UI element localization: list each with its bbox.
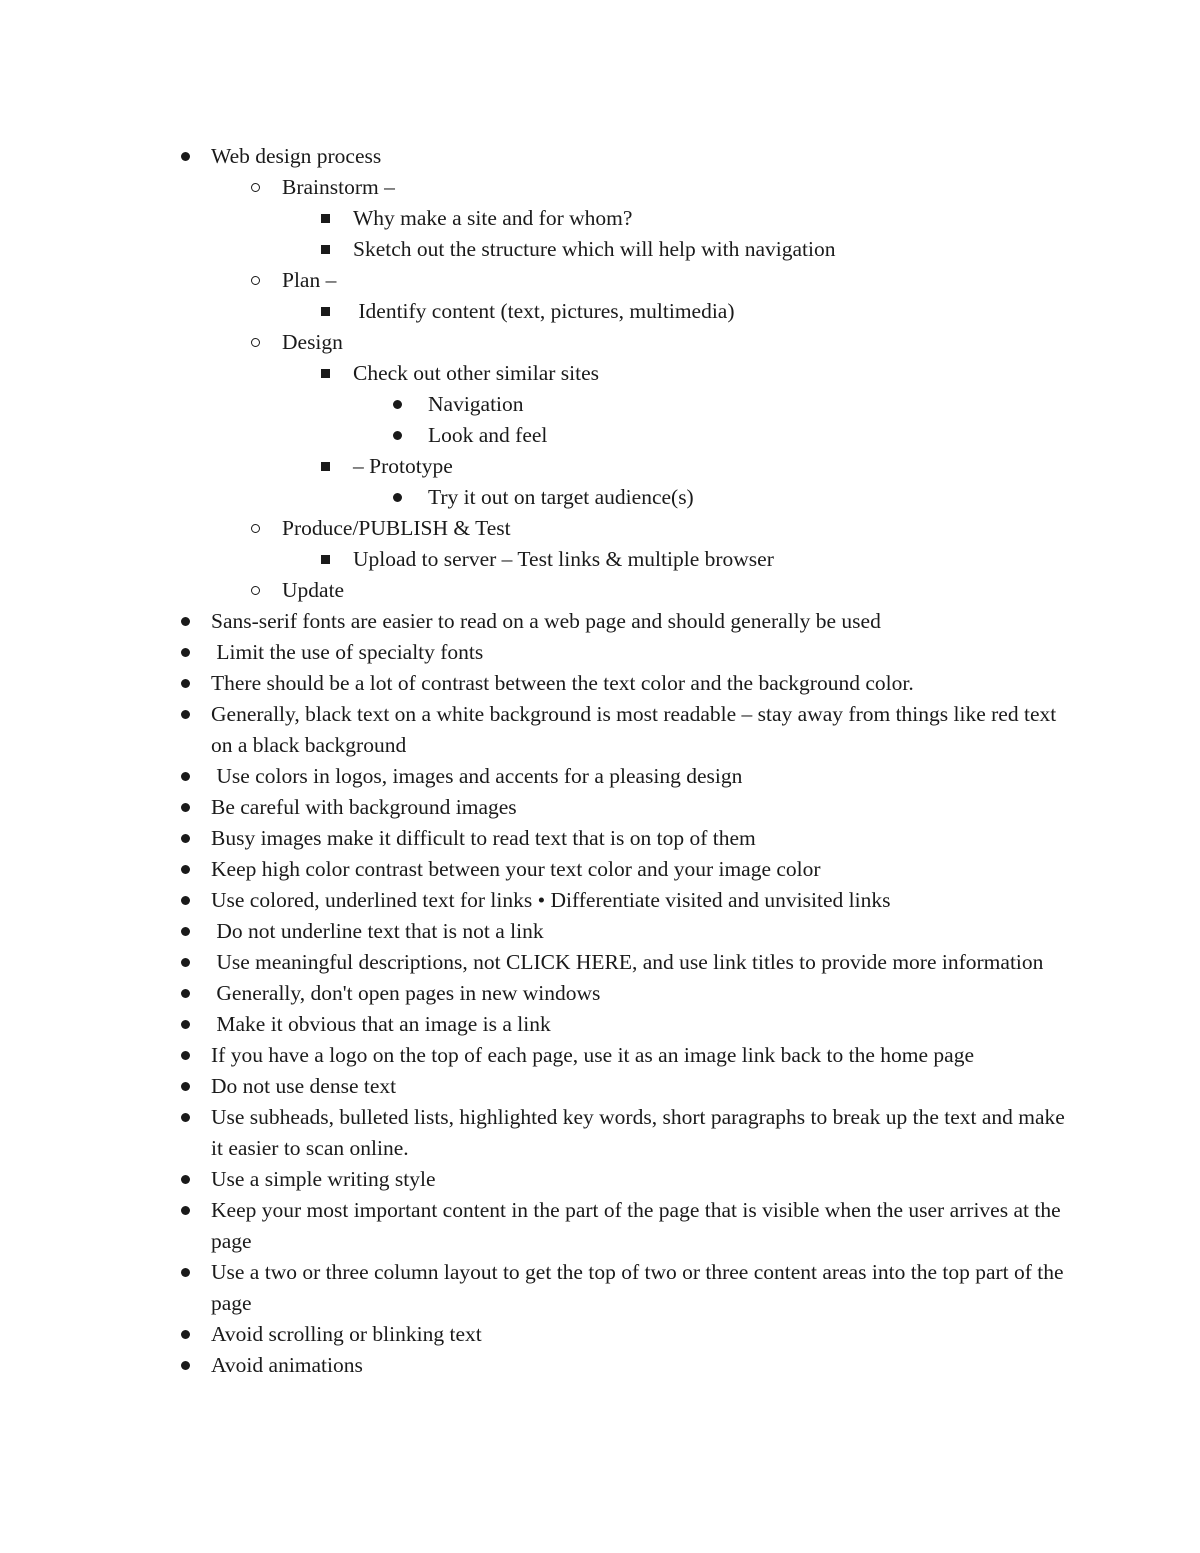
- list-item: [0, 637, 1200, 668]
- list-item-text: Avoid animations: [211, 1353, 363, 1377]
- list-item: [0, 761, 1200, 792]
- disc-bullet-icon: [387, 389, 407, 420]
- list-item-text: Try it out on target audience(s): [428, 485, 694, 509]
- square-bullet-icon: [315, 234, 335, 265]
- disc-bullet-icon: [175, 792, 195, 823]
- list-item-text: Keep your most important content in the part of the page that is visible when the user arrives at the page: [211, 1198, 1066, 1253]
- circle-bullet-icon: [245, 327, 265, 358]
- disc-bullet-icon: [175, 668, 195, 699]
- list-item-text: Identify content (text, pictures, multimedia): [353, 299, 735, 323]
- disc-bullet-icon: [175, 1195, 195, 1226]
- list-item-text: Generally, black text on a white background is most readable – stay away from things like red text on a black background: [211, 702, 1062, 757]
- list-item-text: Do not underline text that is not a link: [211, 919, 544, 943]
- list-item: [0, 916, 1200, 947]
- list-item: [0, 358, 1200, 389]
- document-body: [0, 141, 1200, 1381]
- list-item-text: Use subheads, bulleted lists, highlighted key words, short paragraphs to break up the text and make it easier to scan online.: [211, 1105, 1071, 1160]
- list-item: [0, 823, 1200, 854]
- list-item: [0, 327, 1200, 358]
- disc-bullet-icon: [175, 606, 195, 637]
- list-item-text: Use a two or three column layout to get the top of two or three content areas into the top part of the page: [211, 1260, 1069, 1315]
- disc-bullet-icon: [175, 1071, 195, 1102]
- list-item: [0, 482, 1200, 513]
- list-item: [0, 606, 1200, 637]
- square-bullet-icon: [315, 203, 335, 234]
- list-item: [0, 1040, 1200, 1071]
- list-item-text: Be careful with background images: [211, 795, 517, 819]
- list-item: [0, 420, 1200, 451]
- list-item: [0, 265, 1200, 296]
- disc-bullet-icon: [175, 761, 195, 792]
- list-item-text: Look and feel: [428, 423, 548, 447]
- list-item-text: Sketch out the structure which will help with navigation: [353, 237, 836, 261]
- list-item-text: Sans-serif fonts are easier to read on a web page and should generally be used: [211, 609, 881, 633]
- disc-bullet-icon: [175, 141, 195, 172]
- disc-bullet-icon: [175, 1319, 195, 1350]
- list-item-text: Plan –: [282, 268, 337, 292]
- list-item-text: Brainstorm –: [282, 175, 395, 199]
- disc-bullet-icon: [175, 1350, 195, 1381]
- list-item: [0, 699, 1200, 761]
- disc-bullet-icon: [175, 637, 195, 668]
- circle-bullet-icon: [245, 513, 265, 544]
- list-item-text: Limit the use of specialty fonts: [211, 640, 484, 664]
- list-item-text: Use colors in logos, images and accents for a pleasing design: [211, 764, 743, 788]
- list-item: [0, 947, 1200, 978]
- list-item: [0, 1071, 1200, 1102]
- circle-bullet-icon: [245, 575, 265, 606]
- list-item-text: Why make a site and for whom?: [353, 206, 633, 230]
- list-item: [0, 203, 1200, 234]
- list-item-text: Produce/PUBLISH & Test: [282, 516, 511, 540]
- list-item: [0, 668, 1200, 699]
- list-item-text: Generally, don't open pages in new windows: [211, 981, 601, 1005]
- list-item-text: Navigation: [428, 392, 524, 416]
- disc-bullet-icon: [175, 1009, 195, 1040]
- list-item-text: Design: [282, 330, 343, 354]
- list-item: [0, 1257, 1200, 1319]
- disc-bullet-icon: [175, 978, 195, 1009]
- list-item: [0, 1319, 1200, 1350]
- list-item: [0, 792, 1200, 823]
- list-item: [0, 141, 1200, 172]
- list-item: [0, 575, 1200, 606]
- list-item: [0, 1102, 1200, 1164]
- list-item-text: Do not use dense text: [211, 1074, 397, 1098]
- list-item-text: Use a simple writing style: [211, 1167, 436, 1191]
- circle-bullet-icon: [245, 265, 265, 296]
- disc-bullet-icon: [387, 482, 407, 513]
- list-item-text: Upload to server – Test links & multiple browser: [353, 547, 774, 571]
- list-item: [0, 978, 1200, 1009]
- list-item-text: Use colored, underlined text for links • Differentiate visited and unvisited links: [211, 888, 891, 912]
- disc-bullet-icon: [175, 1102, 195, 1133]
- square-bullet-icon: [315, 451, 335, 482]
- disc-bullet-icon: [175, 1164, 195, 1195]
- list-item-text: Make it obvious that an image is a link: [211, 1012, 551, 1036]
- list-item: [0, 1009, 1200, 1040]
- list-item-text: Web design process: [211, 144, 382, 168]
- disc-bullet-icon: [175, 1257, 195, 1288]
- list-item: [0, 389, 1200, 420]
- square-bullet-icon: [315, 544, 335, 575]
- list-item: [0, 544, 1200, 575]
- disc-bullet-icon: [175, 854, 195, 885]
- list-item: [0, 451, 1200, 482]
- list-item-text: Update: [282, 578, 345, 602]
- list-item-text: Busy images make it difficult to read text that is on top of them: [211, 826, 756, 850]
- list-item-text: There should be a lot of contrast between the text color and the background color.: [211, 671, 914, 695]
- list-item-text: Use meaningful descriptions, not CLICK HERE, and use link titles to provide more information: [211, 950, 1044, 974]
- list-item: [0, 1164, 1200, 1195]
- disc-bullet-icon: [175, 823, 195, 854]
- list-item: [0, 1195, 1200, 1257]
- list-item-text: If you have a logo on the top of each page, use it as an image link back to the home page: [211, 1043, 974, 1067]
- list-item: [0, 1350, 1200, 1381]
- list-item: [0, 513, 1200, 544]
- square-bullet-icon: [315, 358, 335, 389]
- list-item: [0, 296, 1200, 327]
- square-bullet-icon: [315, 296, 335, 327]
- disc-bullet-icon: [175, 699, 195, 730]
- disc-bullet-icon: [175, 916, 195, 947]
- list-item: [0, 234, 1200, 265]
- list-item: [0, 854, 1200, 885]
- disc-bullet-icon: [175, 885, 195, 916]
- list-item-text: Check out other similar sites: [353, 361, 600, 385]
- list-item: [0, 172, 1200, 203]
- list-item-text: – Prototype: [353, 454, 453, 478]
- list-item-text: Avoid scrolling or blinking text: [211, 1322, 482, 1346]
- list-item-text: Keep high color contrast between your text color and your image color: [211, 857, 821, 881]
- circle-bullet-icon: [245, 172, 265, 203]
- disc-bullet-icon: [175, 1040, 195, 1071]
- disc-bullet-icon: [175, 947, 195, 978]
- disc-bullet-icon: [387, 420, 407, 451]
- list-item: [0, 885, 1200, 916]
